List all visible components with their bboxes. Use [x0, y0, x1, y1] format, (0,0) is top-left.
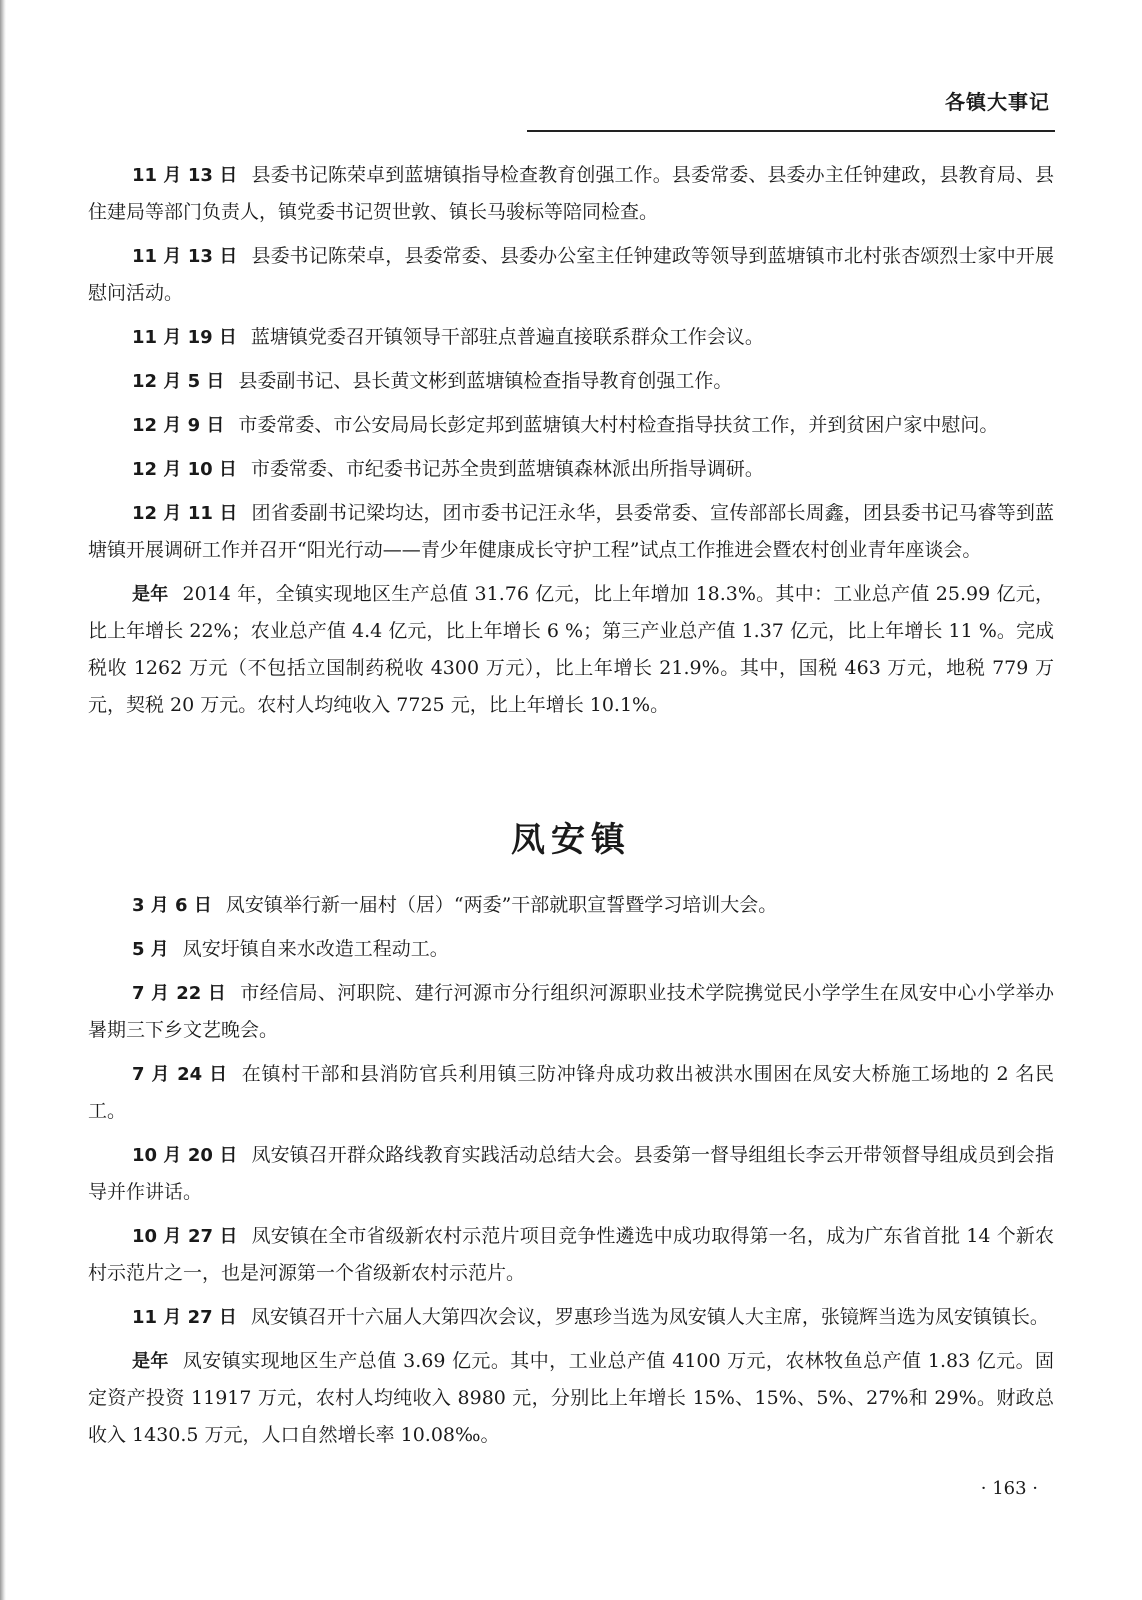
- event-date: 11 月 13 日: [132, 165, 238, 186]
- event-text: 团省委副书记梁均达，团市委书记汪永华，县委常委、宣传部部长周鑫，团县委书记马睿等到蓝塘镇开展调研工作并召开“阳光行动——青少年健康成长守护工程”试点工作推进会暨农村创业青年座谈会。: [88, 502, 1054, 561]
- event-date: 7 月 22 日: [132, 983, 227, 1004]
- event-text: 县委副书记、县长黄文彬到蓝塘镇检查指导教育创强工作。: [238, 370, 733, 392]
- event-entry: [88, 1218, 1054, 1292]
- page-number: · 163 ·: [980, 1478, 1038, 1499]
- event-text: 2014 年，全镇实现地区生产总值 31.76 亿元，比上年增加 18.3%。其中：工业总产值 25.99 亿元，比上年增长 22%；农业总产值 4.4 亿元，比上年增长 6 %；第三产业总产值 1.37 亿元，比上年增长 11 %。完成税收 1262 万元（不包括立国制药税收 4300 万元），比上年增长 21.9%。其中，国税 463 万元，地税 779 万元，契税 20 万元。农村人均纯收入 7725 元，比上年增长 10.1%。: [88, 583, 1054, 716]
- event-entry: [88, 1299, 1054, 1336]
- event-entry: [88, 931, 1054, 968]
- page-edge-shadow: [0, 0, 6, 1600]
- event-date: 12 月 5 日: [132, 371, 225, 392]
- event-entry: [88, 157, 1054, 231]
- event-text: 县委书记陈荣卓，县委常委、县委办公室主任钟建政等领导到蓝塘镇市北村张杏颂烈士家中开展慰问活动。: [88, 245, 1054, 304]
- annual-summary: [88, 1343, 1054, 1454]
- event-entry: [88, 238, 1054, 312]
- event-date: 11 月 19 日: [132, 327, 237, 348]
- event-text: 县委书记陈荣卓到蓝塘镇指导检查教育创强工作。县委常委、县委办主任钟建政，县教育局、县住建局等部门负责人，镇党委书记贺世敦、镇长马骏标等陪同检查。: [88, 164, 1054, 223]
- event-entry: [88, 887, 1054, 924]
- event-text: 凤安镇实现地区生产总值 3.69 亿元。其中，工业总产值 4100 万元，农林牧鱼总产值 1.83 亿元。固定资产投资 11917 万元，农村人均纯收入 8980 元，分别比上年增长 15%、15%、5%、27%和 29%。财政总收入 1430.5 万元，人口自然增长率 10.08‰。: [88, 1350, 1054, 1446]
- event-entry: [88, 975, 1054, 1049]
- event-date: 12 月 10 日: [132, 459, 237, 480]
- event-date: 10 月 27 日: [132, 1226, 238, 1247]
- section-title: 凤安镇: [511, 820, 631, 860]
- event-text: 在镇村干部和县消防官兵利用镇三防冲锋舟成功救出被洪水围困在凤安大桥施工场地的 2 名民工。: [88, 1063, 1055, 1122]
- event-text: 凤安镇召开群众路线教育实践活动总结大会。县委第一督导组组长李云开带领督导组成员到会指导并作讲话。: [88, 1144, 1054, 1203]
- event-entry: [88, 407, 1054, 444]
- event-entry: [88, 495, 1054, 569]
- event-date: 是年: [132, 1351, 169, 1372]
- event-text: 凤安圩镇自来水改造工程动工。: [182, 938, 449, 960]
- event-text: 市委常委、市公安局局长彭定邦到蓝塘镇大村村检查指导扶贫工作，并到贫困户家中慰问。: [238, 414, 999, 436]
- event-date: 11 月 27 日: [132, 1307, 237, 1328]
- section-lantang-entries: [88, 157, 1054, 731]
- event-date: 12 月 9 日: [132, 415, 225, 436]
- event-text: 市委常委、市纪委书记苏全贵到蓝塘镇森林派出所指导调研。: [250, 458, 764, 480]
- section-fengan-entries: [88, 887, 1054, 1461]
- event-text: 凤安镇召开十六届人大第四次会议，罗惠珍当选为凤安镇人大主席，张镜辉当选为凤安镇镇长。: [250, 1306, 1049, 1328]
- event-date: 7 月 24 日: [132, 1064, 228, 1085]
- event-date: 12 月 11 日: [132, 503, 238, 524]
- event-entry: [88, 1056, 1054, 1130]
- event-date: 3 月 6 日: [132, 895, 212, 916]
- event-entry: [88, 319, 1054, 356]
- event-date: 11 月 13 日: [132, 246, 238, 267]
- event-entry: [88, 1137, 1054, 1211]
- event-date: 是年: [132, 584, 169, 605]
- event-date: 5 月: [132, 939, 169, 960]
- event-text: 凤安镇举行新一届村（居）“两委”干部就职宣誓暨学习培训大会。: [225, 894, 778, 916]
- event-entry: [88, 451, 1054, 488]
- event-text: 市经信局、河职院、建行河源市分行组织河源职业技术学院携觉民小学学生在凤安中心小学举办暑期三下乡文艺晚会。: [88, 982, 1054, 1041]
- event-entry: [88, 363, 1054, 400]
- header-rule: [527, 130, 1055, 132]
- running-header: 各镇大事记: [945, 90, 1050, 114]
- event-date: 10 月 20 日: [132, 1145, 238, 1166]
- event-text: 凤安镇在全市省级新农村示范片项目竞争性遴选中成功取得第一名，成为广东省首批 14 个新农村示范片之一，也是河源第一个省级新农村示范片。: [88, 1225, 1054, 1284]
- event-text: 蓝塘镇党委召开镇领导干部驻点普遍直接联系群众工作会议。: [250, 326, 764, 348]
- annual-summary: [88, 576, 1054, 724]
